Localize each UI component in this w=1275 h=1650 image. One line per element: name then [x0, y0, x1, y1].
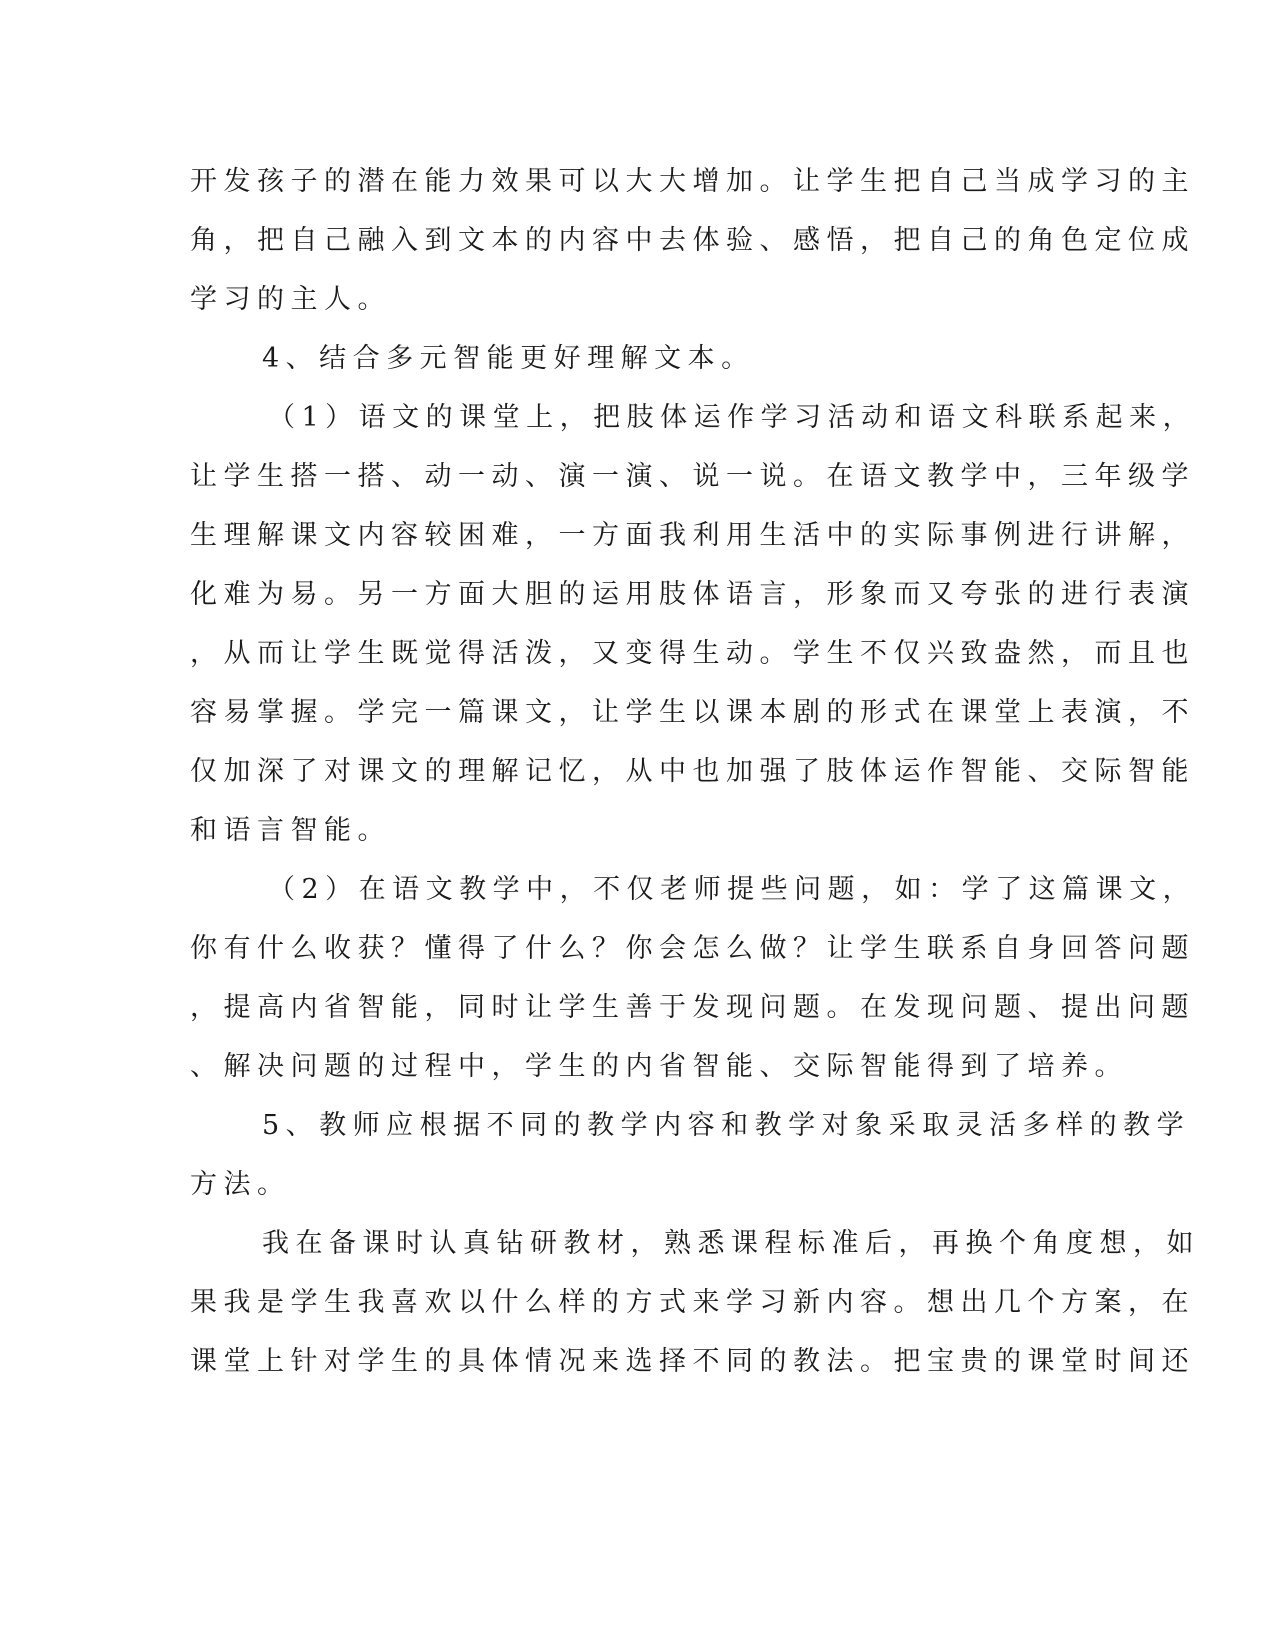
text-line: 角，把自己融入到文本的内容中去体验、感悟，把自己的角色定位成 [190, 225, 1195, 256]
text-line: 容易掌握。学完一篇课文，让学生以课本剧的形式在课堂上表演，不 [190, 697, 1195, 728]
text-line: 仅加深了对课文的理解记忆，从中也加强了肢体运作智能、交际智能 [190, 756, 1195, 787]
text-line: ，从而让学生既觉得活泼，又变得生动。学生不仅兴致盎然，而且也 [190, 638, 1195, 669]
text-line: 开发孩子的潜在能力效果可以大大增加。让学生把自己当成学习的主 [190, 166, 1195, 197]
text-line: 和语言智能。 [190, 815, 391, 846]
sub-item-text: （1）语文的课堂上，把肢体运作学习活动和语文科联系起来， [268, 402, 1197, 433]
list-item-heading: 4、结合多元智能更好理解文本。 [262, 343, 755, 374]
sub-item-text: （2）在语文教学中，不仅老师提些问题，如：学了这篇课文， [268, 874, 1197, 905]
text-line: 你有什么收获？懂得了什么？你会怎么做？让学生联系自身回答问题 [190, 933, 1195, 964]
text-line: 果我是学生我喜欢以什么样的方式来学习新内容。想出几个方案，在 [190, 1287, 1195, 1318]
text-line: 学习的主人。 [190, 284, 391, 315]
text-line: 化难为易。另一方面大胆的运用肢体语言，形象而又夸张的进行表演 [190, 579, 1195, 610]
text-line: 生理解课文内容较困难，一方面我利用生活中的实际事例进行讲解， [190, 520, 1195, 551]
text-line: 方法。 [190, 1169, 291, 1200]
text-line: 、解决问题的过程中，学生的内省智能、交际智能得到了培养。 [190, 1051, 1128, 1082]
text-line: 课堂上针对学生的具体情况来选择不同的教法。把宝贵的课堂时间还 [190, 1346, 1195, 1377]
text-line: 让学生搭一搭、动一动、演一演、说一说。在语文教学中，三年级学 [190, 461, 1195, 492]
paragraph-start: 我在备课时认真钻研教材，熟悉课程标准后，再换个角度想，如 [262, 1228, 1200, 1259]
list-item-heading: 5、教师应根据不同的教学内容和教学对象采取灵活多样的教学 [262, 1110, 1191, 1141]
text-line: ，提高内省智能，同时让学生善于发现问题。在发现问题、提出问题 [190, 992, 1195, 1023]
